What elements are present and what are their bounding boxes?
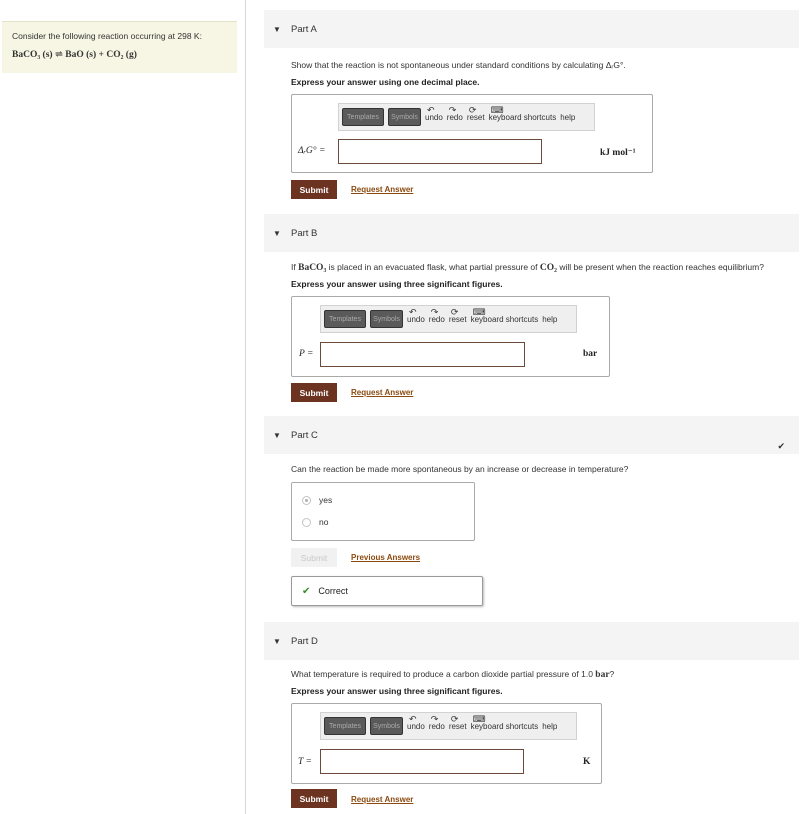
completed-check-icon: ✔ — [777, 441, 785, 451]
option-yes[interactable]: yes — [302, 495, 332, 505]
part-b-toolbar — [320, 305, 577, 333]
option-no[interactable]: no — [302, 517, 328, 527]
part-a-instruction: Express your answer using one decimal place. — [291, 77, 480, 87]
part-c-feedback: ✔ Correct — [291, 576, 483, 606]
part-a-toolbar — [338, 103, 595, 131]
part-d-toolbar — [320, 712, 577, 740]
collapse-triangle-icon[interactable]: ▼ — [273, 228, 281, 238]
part-d-header[interactable] — [264, 622, 799, 660]
symbols-button[interactable]: Symbols — [388, 108, 421, 126]
collapse-triangle-icon[interactable]: ▼ — [273, 430, 281, 440]
reaction-equation: BaCO₃ (s) ⇌ BaO (s) + CO₂ (g) — [12, 50, 137, 60]
templates-button[interactable]: Templates — [324, 717, 366, 735]
part-a-header[interactable] — [264, 10, 799, 48]
part-c-title: Part C — [291, 429, 318, 441]
part-a-question: Show that the reaction is not spontaneous under standard conditions by calculating ΔᵣG°. — [291, 60, 626, 70]
part-d-question: What temperature is required to produce a carbon dioxide partial pressure of 1.0 bar? — [291, 669, 615, 680]
part-d-label: T = — [298, 757, 312, 767]
part-c-header[interactable] — [264, 416, 799, 454]
part-d-answer-input[interactable] — [320, 749, 524, 774]
reset-button[interactable]: ⟳ reset — [466, 104, 485, 122]
part-b-instruction: Express your answer using three significant figures. — [291, 279, 503, 289]
part-a-title: Part A — [291, 23, 317, 35]
reset-button[interactable]: ⟳ reset — [448, 713, 467, 731]
keyboard-icon: ⌨ — [472, 713, 486, 724]
redo-icon: ↷ — [430, 306, 439, 317]
radio-unselected-icon[interactable] — [302, 518, 311, 527]
problem-statement-box — [2, 21, 237, 73]
symbols-button[interactable]: Symbols — [370, 717, 403, 735]
part-d-instruction: Express your answer using three significant figures. — [291, 686, 503, 696]
checkmark-icon: ✔ — [302, 585, 311, 597]
redo-button[interactable]: ↷ redo — [428, 306, 445, 324]
undo-button[interactable]: ↶ undo — [407, 306, 425, 324]
part-b-answer-input[interactable] — [320, 342, 525, 367]
part-d-request-answer-link[interactable]: Request Answer — [351, 795, 414, 804]
part-b-request-answer-link[interactable]: Request Answer — [351, 388, 414, 397]
part-b-header[interactable] — [264, 214, 799, 252]
part-a-request-answer-link[interactable]: Request Answer — [351, 185, 414, 194]
part-d-title: Part D — [291, 635, 318, 647]
redo-button[interactable]: ↷ redo — [428, 713, 445, 731]
help-button[interactable]: help — [542, 314, 558, 324]
templates-button[interactable]: Templates — [342, 108, 384, 126]
undo-icon: ↶ — [409, 306, 417, 317]
keyboard-icon: ⌨ — [472, 306, 486, 317]
part-c-question: Can the reaction be made more spontaneous by an increase or decrease in temperature? — [291, 464, 629, 474]
part-a-submit-button[interactable]: Submit — [291, 180, 337, 199]
part-b-question: If BaCO₃ is placed in an evacuated flask, what partial pressure of CO₂ will be present when the reaction reaches equilibrium? — [291, 262, 764, 273]
keyboard-shortcuts-button[interactable]: ⌨ keyboard shortcuts — [470, 713, 539, 731]
part-b-unit: bar — [583, 349, 598, 359]
collapse-triangle-icon[interactable]: ▼ — [273, 636, 281, 646]
part-b-label: P = — [299, 349, 314, 359]
keyboard-shortcuts-button[interactable]: ⌨ keyboard shortcuts — [488, 104, 557, 122]
keyboard-shortcuts-button[interactable]: ⌨ keyboard shortcuts — [470, 306, 539, 324]
symbols-button[interactable]: Symbols — [370, 310, 403, 328]
reset-icon: ⟳ — [450, 713, 459, 724]
templates-button[interactable]: Templates — [324, 310, 366, 328]
reset-button[interactable]: ⟳ reset — [448, 306, 467, 324]
keyboard-icon: ⌨ — [490, 104, 504, 115]
help-button[interactable]: help — [542, 721, 558, 731]
help-button[interactable]: help — [560, 112, 576, 122]
redo-icon: ↷ — [430, 713, 439, 724]
undo-icon: ↶ — [409, 713, 417, 724]
part-c-submit-button[interactable]: Submit — [291, 548, 337, 567]
problem-panel — [0, 0, 246, 814]
part-a-unit: kJ mol⁻¹ — [600, 148, 636, 158]
part-a-answer-input[interactable] — [338, 139, 542, 164]
reset-icon: ⟳ — [468, 104, 477, 115]
collapse-triangle-icon[interactable]: ▼ — [273, 24, 281, 34]
part-d-submit-button[interactable]: Submit — [291, 789, 337, 808]
radio-selected-icon[interactable] — [302, 496, 311, 505]
redo-button[interactable]: ↷ redo — [446, 104, 463, 122]
undo-button[interactable]: ↶ undo — [425, 104, 443, 122]
part-a-label: ΔᵣG° = — [298, 146, 326, 156]
part-b-submit-button[interactable]: Submit — [291, 383, 337, 402]
reset-icon: ⟳ — [450, 306, 459, 317]
part-c-options-box — [291, 482, 475, 541]
part-b-title: Part B — [291, 227, 318, 239]
redo-icon: ↷ — [448, 104, 457, 115]
undo-button[interactable]: ↶ undo — [407, 713, 425, 731]
undo-icon: ↶ — [427, 104, 435, 115]
part-d-unit: K — [583, 757, 591, 767]
part-c-previous-answers-link[interactable]: Previous Answers — [351, 553, 421, 562]
problem-statement: Consider the following reaction occurring at 298 K: — [12, 31, 202, 41]
